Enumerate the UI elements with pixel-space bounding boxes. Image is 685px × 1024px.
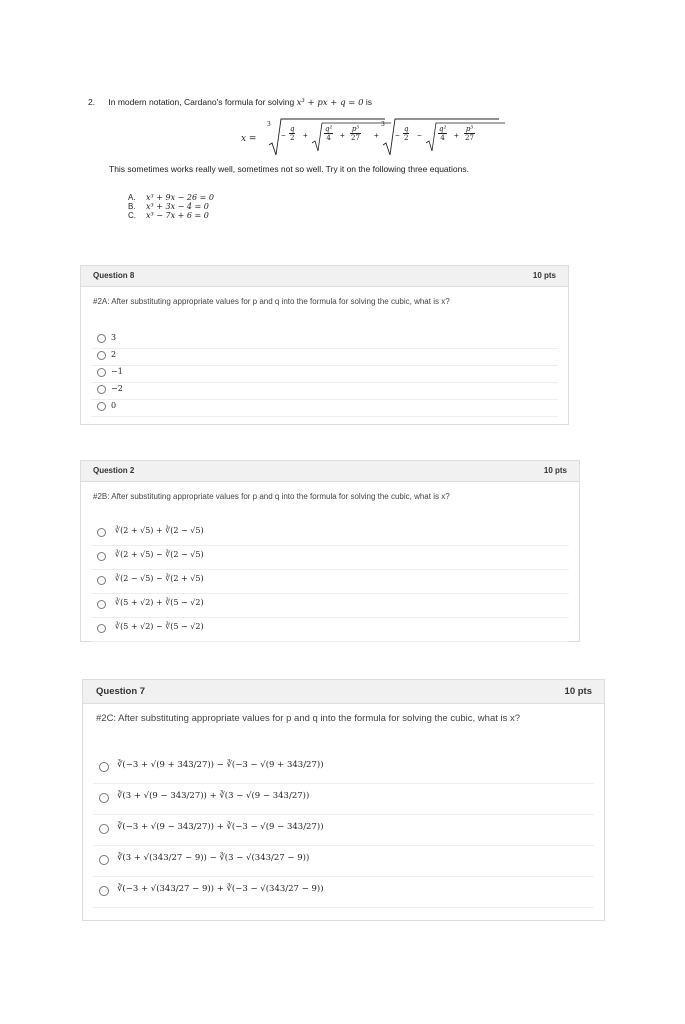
question-points: 10 pts [543, 466, 567, 475]
answer-radio[interactable] [97, 552, 106, 561]
question-card [82, 679, 605, 921]
answer-option[interactable] [91, 593, 569, 618]
answer-label: ∛(5 + √2) + ∛(5 − √2) [115, 598, 204, 607]
equation-b [128, 202, 214, 211]
answer-label: 2 [111, 349, 117, 359]
answer-label: ∛(−3 + √(9 + 343/27)) − ∛(−3 − √(9 + 343/27)) [117, 760, 324, 771]
equation-text: x³ + 3x − 4 = 0 [146, 202, 209, 211]
cubic-equation: x³ + px + q = 0 [296, 98, 364, 108]
answer-label: 0 [111, 400, 117, 410]
equation-label: A. [128, 193, 136, 202]
answer-option[interactable] [91, 521, 569, 546]
answer-label: ∛(2 − √5) − ∛(2 + √5) [115, 574, 204, 583]
equation-list [128, 193, 214, 220]
answer-option[interactable] [91, 331, 558, 349]
answer-radio[interactable] [97, 528, 106, 537]
problem-line [88, 97, 372, 108]
answer-label: ∛(5 + √2) − ∛(5 − √2) [115, 622, 204, 631]
question-title: Question 2 [93, 466, 135, 475]
question-title: Question 8 [93, 271, 135, 280]
answer-radio[interactable] [99, 886, 109, 896]
equation-text: x³ + 9x − 26 = 0 [146, 193, 214, 202]
question-prompt: #2C: After substituting appropriate values for p and q into the formula for solving the cubic, what is x? [96, 713, 521, 724]
cube-root-term-2: 3 − $\frac{q}{2}$ − $\frac{\text{q²}}{4}$ + $\frac{\text{p³}}{27}$ [381, 117, 499, 157]
question-header [83, 680, 604, 704]
answer-option[interactable] [93, 752, 594, 784]
question-header [81, 266, 568, 287]
answer-radio[interactable] [97, 402, 106, 411]
answer-radio[interactable] [97, 600, 106, 609]
problem-text-suffix: is [365, 97, 373, 107]
question-card [80, 265, 569, 425]
answer-label: ∛(−3 + √(343/27 − 9)) + ∛(−3 − √(343/27 − 9)) [117, 884, 324, 895]
answer-radio[interactable] [97, 385, 106, 394]
problem-text: In modern notation, Cardano's formula for solving [108, 97, 295, 107]
equation-c [128, 211, 214, 220]
answer-label: ∛(3 + √(9 − 343/27)) + ∛(3 − √(9 − 343/27)) [117, 791, 310, 802]
answer-radio[interactable] [99, 762, 109, 772]
answer-radio[interactable] [97, 351, 106, 360]
question-header [81, 461, 579, 482]
answer-option[interactable] [93, 783, 594, 815]
answer-label: −1 [111, 366, 123, 376]
answer-label: ∛(2 + √5) + ∛(2 − √5) [115, 526, 204, 535]
equation-text: x³ − 7x + 6 = 0 [146, 211, 209, 220]
cube-root-term-1: 3 − $\frac{q}{2}$ + $\frac{\text{q²}}{4}$ + $\frac{\text{p³}}{27}$ + [267, 117, 385, 157]
answer-radio[interactable] [97, 576, 106, 585]
equation-label: B. [128, 202, 136, 211]
answer-label: ∛(3 + √(343/27 − 9)) − ∛(3 − √(343/27 − 9)) [117, 853, 310, 864]
answer-option[interactable] [91, 382, 558, 400]
question-points: 10 pts [564, 686, 592, 697]
answer-radio[interactable] [99, 793, 109, 803]
question-title: Question 7 [96, 686, 146, 697]
answer-label: ∛(−3 + √(9 − 343/27)) + ∛(−3 − √(9 − 343/27)) [117, 822, 324, 833]
answer-radio[interactable] [97, 368, 106, 377]
question-prompt: #2B: After substituting appropriate values for p and q into the formula for solving the cubic, what is x? [93, 492, 450, 501]
answer-option[interactable] [93, 845, 594, 877]
answer-option[interactable] [91, 617, 569, 642]
answer-option[interactable] [93, 814, 594, 846]
answer-radio[interactable] [97, 334, 106, 343]
answer-option[interactable] [91, 399, 558, 417]
cardano-formula [241, 117, 571, 157]
question-prompt: #2A: After substituting appropriate values for p and q into the formula for solving the cubic, what is x? [93, 297, 450, 306]
formula-lhs: x = [241, 134, 257, 144]
question-points: 10 pts [532, 271, 556, 280]
answer-label: 3 [111, 332, 117, 342]
answer-option[interactable] [91, 569, 569, 594]
answer-radio[interactable] [99, 824, 109, 834]
answer-option[interactable] [91, 365, 558, 383]
equation-label: C. [128, 211, 136, 220]
question-card [80, 460, 580, 642]
equation-a [128, 193, 214, 202]
answer-radio[interactable] [97, 624, 106, 633]
answer-label: ∛(2 + √5) − ∛(2 − √5) [115, 550, 204, 559]
answer-radio[interactable] [99, 855, 109, 865]
answer-option[interactable] [91, 348, 558, 366]
answer-option[interactable] [93, 876, 594, 908]
instructions-paragraph: This sometimes works really well, sometimes not so well. Try it on the following three equations. [109, 164, 469, 174]
answer-label: −2 [111, 383, 123, 393]
problem-number: 2. [88, 97, 96, 107]
answer-option[interactable] [91, 545, 569, 570]
